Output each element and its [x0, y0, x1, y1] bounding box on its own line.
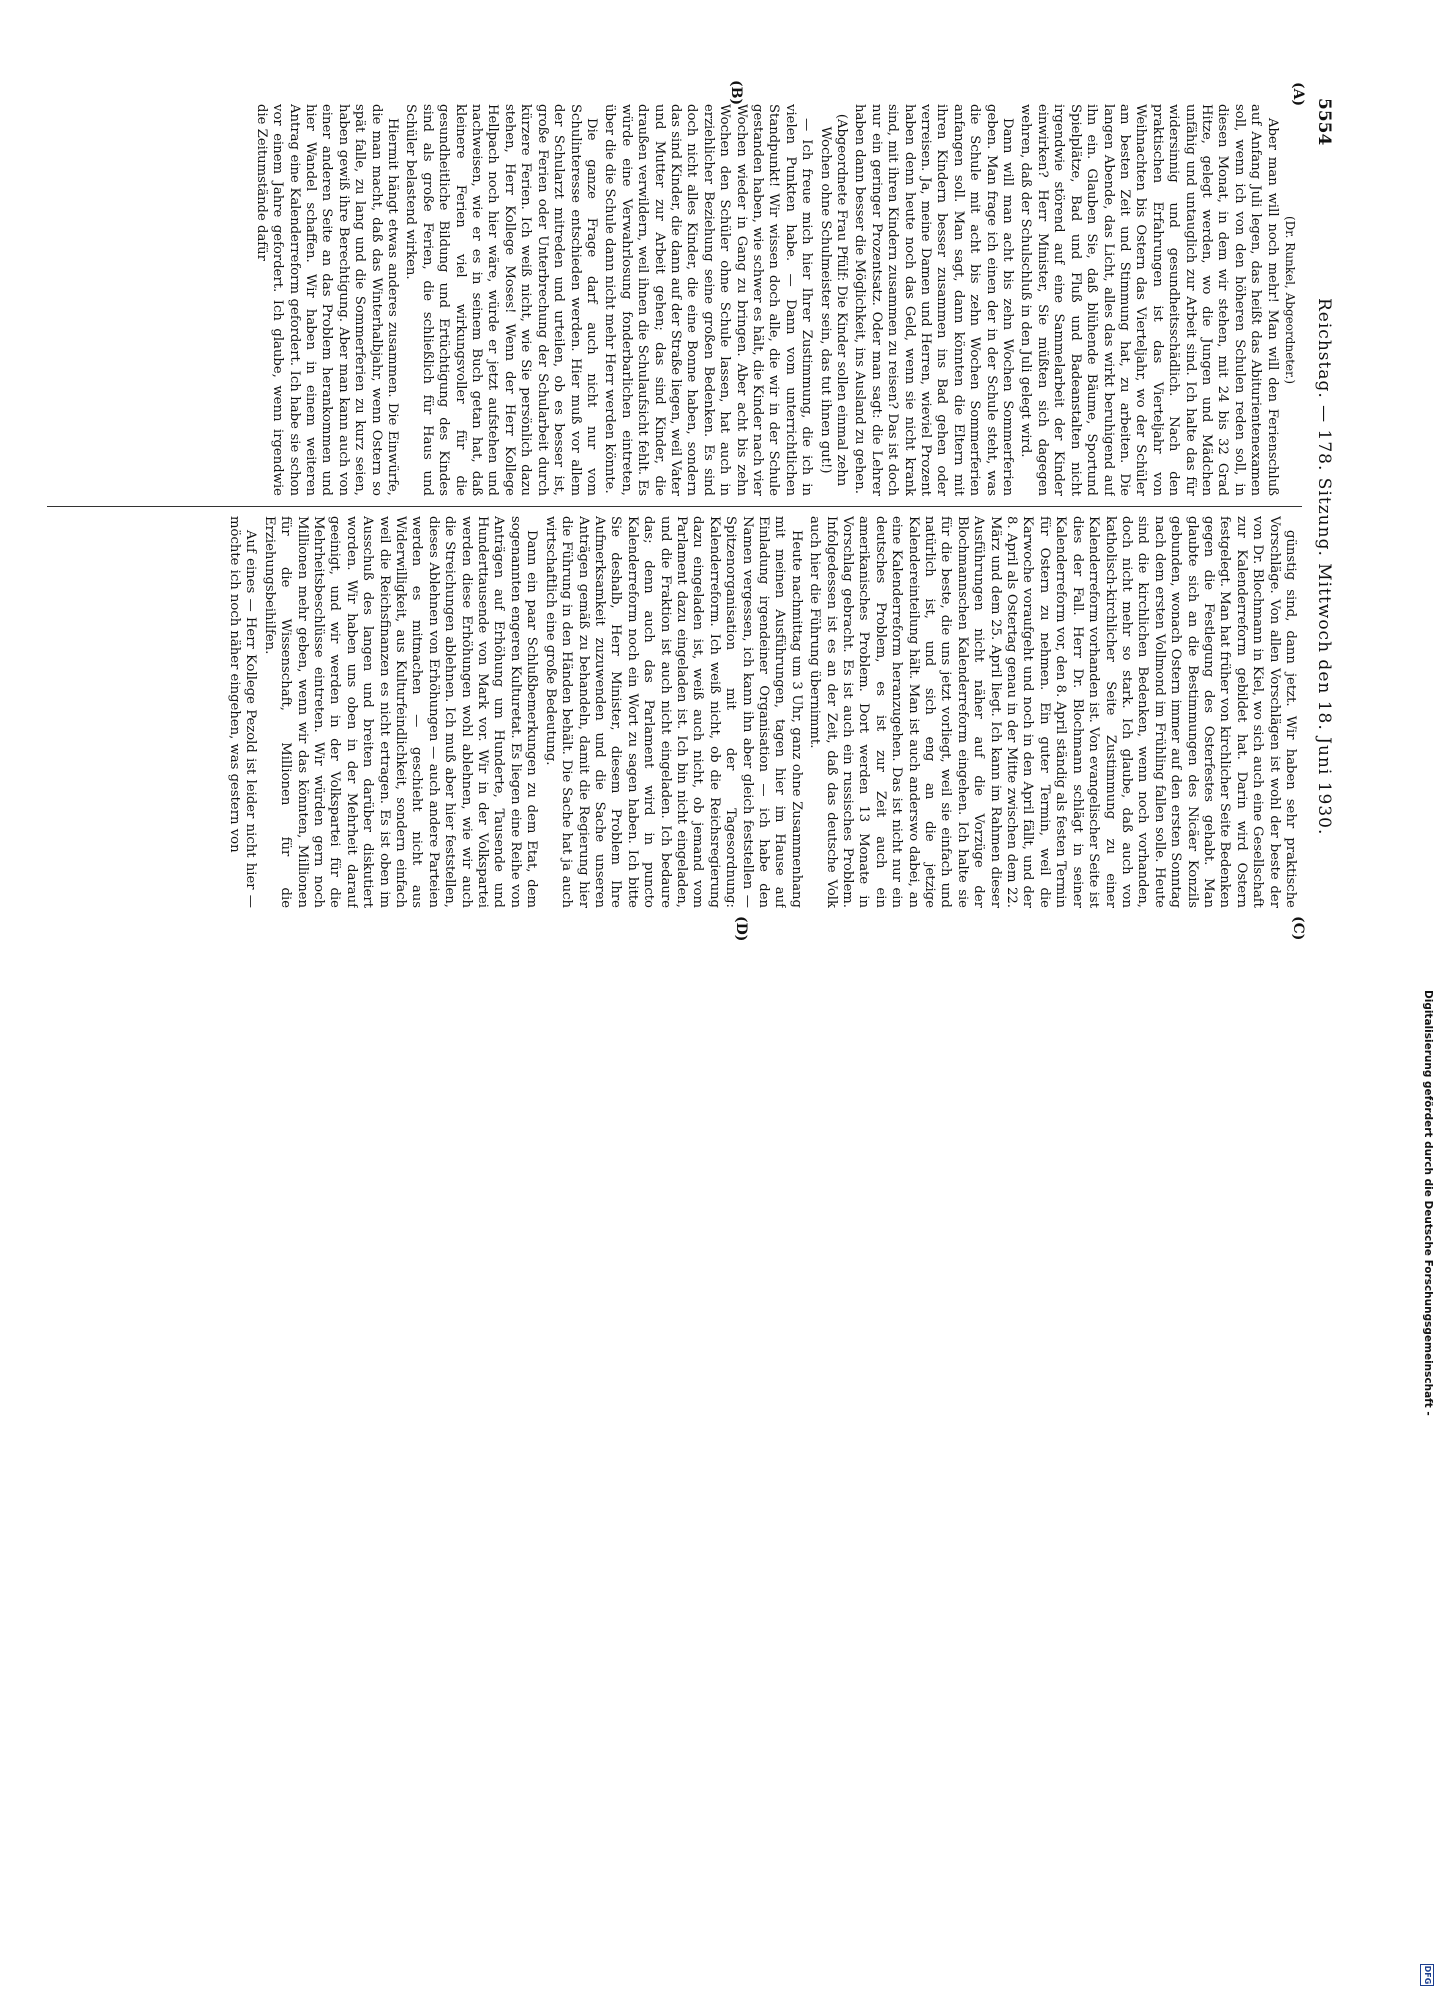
margin-marker-d: (D) — [733, 916, 749, 942]
left-text-column — [48, 104, 1298, 496]
paragraph: günstig sind, dann jetzt. Wir haben sehr praktische Vorschläge. Von allen Vorschlägen ist wohl der beste der von Dr. Blochmann in Kiel, wo sich auch eine Gesellschaft zur Kalenderreform gebildet hat. Darin wird Ostern festgelegt. Man hat früher von kirchlicher Seite Bedenken gegen die Festlegung des Osterfestes gehabt. Man glaubte sich an die Bestimmungen des Nicäer Konzils gebunden, wonach Ostern immer auf den ersten Sonntag nach dem ersten Vollmond im Frühling fallen solle. Heute sind die kirchlichen Bedenken, wenn noch vorhanden, doch nicht mehr so stark. Ich glaube, daß auch von katholisch-kirchlicher Seite Zustimmung zu einer Kalenderreform vorhanden ist. Von evangelischer Seite ist dies der Fall. Herr Dr. Blochmann schlägt in seiner Kalenderreform vor, den 8. April ständig als festen Termin für Ostern zu nehmen. Ein guter Termin, weil die Karwoche voraufgeht und noch in den April fällt, und der 8. April als Ostertag genau in der Mitte zwischen dem 22. März und dem 25. April liegt. Ich kann im Rahmen dieser Ausführungen nicht näher auf die Vorzüge der Blochmannschen Kalenderreform eingehen. Ich halte sie für die beste, die uns jetzt vorliegt, weil sie einfach und natürlich ist, und sich eng an die jetzige Kalendereinteilung hält. Man ist auch anderswo dabei, an eine Kalenderreform heranzugehen. Das ist nicht nur ein deutsches Problem, es ist zur Zeit auch ein amerikanisches Problem. Dort werden 13 Monate in Vorschlag gebracht. Es ist auch ein russisches Problem. Infolgedessen ist es an der Zeit, daß das deutsche Volk auch hier die Führung übernimmt. — [807, 516, 1298, 908]
paragraph: Dann will man acht bis zehn Wochen Sommerferien geben. Man frage ich einen der in der Schule steht, was die Schule mit acht bis zehn Wochen Sommerferien anfangen soll. Man sagt, dann könnten die Eltern mit ihren Kindern besser zusammen ins Bad gehen oder verreisen. Ja, meine Damen und Herren, wieviel Prozent haben denn heute noch das Geld, wenn sie nicht krank sind, mit ihren Kindern zusammen zu reisen? Das ist doch nur ein geringer Prozentsatz. Oder man sagt: die Lehrer haben dann besser die Möglichkeit, ins Ausland zu gehen. — [852, 104, 1016, 496]
margin-marker-a: (A) — [1290, 82, 1306, 107]
paragraph: Hiermit hängt etwas anderes zusammen. Die Einwürfe, die man macht, daß das Winterhalbjahr, wenn Ostern so spät falle, zu lang und die Sommerferien zu kurz seien, haben gewiß ihre Berechtigung. Aber man kann auch von einer anderen Seite an das Problem herankommen und hier Wandel schaffen. Wir haben in einem weiteren Antrag eine Kalenderreform gefordert. Ich habe sie schon vor einem Jahre gefordert. Ich glaube, wenn irgendwie die Zeitumstände dafür — [253, 104, 401, 496]
paragraph: Auf eines — Herr Kollege Pezold ist leider nicht hier — möchte ich noch näher eingehen, was gestern von — [227, 516, 259, 908]
interjection: (Abgeordnete Frau Pfülf: Die Kinder sollen einmal zehn Wochen ohne Schulmeister sein, das tut ihnen gut!) — [817, 113, 850, 487]
paragraph: Die ganze Frage darf auch nicht nur vom Schulinteresse entschieden werden. Hier muß vor allem der Schularzt mitreden und urteilen, ob es besser ist, große Ferien oder Unterbrechung der Schularbeit durch kürzere Ferien. Ich weiß nicht, wie Sie persönlich dazu stehen, Herr Kollege Moses! Wenn der Herr Kollege Hellpach noch hier wäre, würde er jetzt aufstehen und nachweisen, wie er es in seinem Buch getan hat, daß kleinere Ferien viel wirkungsvoller für die gesundheitliche Bildung und Ertüchtigung des Kindes sind als große Ferien, die schließlich für Haus und Schüler belastend wirken. — [403, 104, 599, 496]
page-header — [1308, 98, 1334, 906]
page-number: 5554 — [1314, 98, 1334, 146]
column-divider — [47, 506, 1302, 507]
speaker-line: (Dr. Runkel, Abgeordneter.) — [1283, 215, 1297, 385]
right-text-column — [48, 516, 1298, 908]
paragraph: Dann ein paar Schlußbemerkungen zu dem Etat, dem sogenannten engeren Kulturetat. Es liegen eine Reihe von Anträgen auf Erhöhung um Hunderte, Tausende und Hunderttausende von Mark vor. Wir in der Volkspartei werden diese Erhöhungen wohl ablehnen, wie wir auch die Streichungen ablehnen. Ich muß aber hier feststellen, dieses Ablehnen von Erhöhungen — auch andere Parteien werden es mitmachen — geschieht nicht aus Widerwilligkeit, aus Kulturfeindlichkeit, sondern einfach weil die Reichsfinanzen es nicht ertragen. Es ist oben im Ausschuß des langen und breiten darüber diskutiert worden. Wir haben uns oben in der Mehrheit darauf geeinigt, und wir werden in der Volkspartei für die Mehrheitsbeschlüsse eintreten. Wir würden gern noch Millionen mehr geben, wenn wir das könnten, Millionen für die Wissenschaft, Millionen für die Erziehungsbeihilfen. — [261, 516, 540, 908]
funding-note: Digitalisierung gefördert durch die Deutsche Forschungsgemeinschaft - — [1422, 990, 1434, 1416]
margin-marker-b: (B) — [728, 80, 744, 106]
margin-marker-c: (C) — [1290, 916, 1306, 941]
dfg-logo-icon: DFG — [1420, 1964, 1434, 1986]
paragraph: Aber man will noch mehr! Man will den Ferienschluß auf Anfang Juli legen, das heißt das Abiturientenexamen soll, wenn ich von den höheren Schulen reden soll, in diesen Monat, in dem wir stehen, mit 24 bis 32 Grad Hitze, gelegt werden, wo die Jungen und Mädchen unfähig und untauglich zur Arbeit sind. Ich halte das für widersinnig und gesundheitsschädlich. Nach den praktischen Erfahrungen ist das Vierteljahr von Weihnachten bis Ostern das Vierteljahr, wo der Schüler am besten Zeit und Stimmung hat, zu arbeiten. Die langen Abende, das Licht, alles das wirkt beruhigend auf ihn ein. Glauben Sie, daß blühende Bäume, Sportund Spielplätze, Bad und Fluß und Badeanstalten nicht irgendwie störend auf eine Sammelarbeit der Kinder einwirken? Herr Minister, Sie müßten sich dagegen wehren, daß der Schulschluß in den Juli gelegt wird. — [1018, 104, 1280, 496]
paragraph: — Ich freue mich hier Ihrer Zustimmung, die ich in vielen Punkten habe. — Dann vom unterrichtlichen Standpunkt! Wir wissen doch alle, die wir in der Schule gestanden haben, wie schwer es hält, die Kinder nach vier Wochen wieder in Gang zu bringen. Aber acht bis zehn Wochen den Schüler ohne Schule lassen, hat auch in erziehlicher Beziehung seine großen Bedenken. Es sind doch nicht alles Kinder, die eine Bonne haben, sondern das sind Kinder, die dann auf der Straße liegen, weil Vater und Mutter zur Arbeit gehen; das sind Kinder, die draußen verwildern, weil ihnen die Schulaufsicht fehlt. Es würde eine Verwahrlosung fonderbarlichen eintreten, über die die Schule dann nicht mehr Herr werden könnte. — [602, 104, 815, 496]
session-title: Reichstag. — 178. Sitzung. Mittwoch den 18. Juni 1930. — [1314, 298, 1334, 836]
digitization-footer — [1418, 990, 1434, 1990]
paragraph: Heute nachmittag um 3 Uhr, ganz ohne Zusammenhang mit meinen Ausführungen, tagen hier im Hause auf Einladung irgendeiner Organisation — ich habe den Namen vergessen, ich kann ihn aber gleich feststellen — Spitzenorganisation mit der Tagesordnung: Kalenderreform. Ich weiß nicht, ob die Reichsregierung dazu eingeladen ist, weiß auch nicht, ob jemand vom Parlament dazu eingeladen ist. Ich bin nicht eingeladen, und die Fraktion ist auch nicht eingeladen. Ich bedaure das; denn auch das Parlament wird in puncto Kalenderreform noch ein Wort zu sagen haben. Ich bitte Sie deshalb, Herr Minister, diesem Problem Ihre Aufmerksamkeit zuzuwenden und die Sache unseren Anträgen gemäß zu behandeln, damit die Regierung hier die Führung in den Händen behält. Die Sache hat ja auch wirtschaftlich eine große Bedeutung. — [542, 516, 804, 908]
